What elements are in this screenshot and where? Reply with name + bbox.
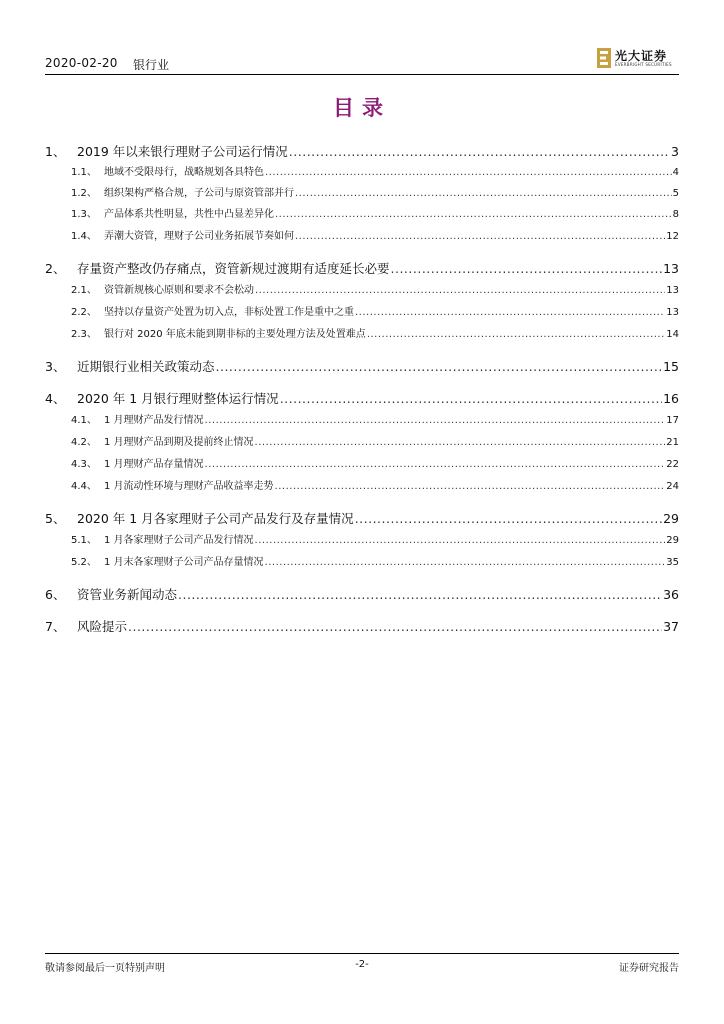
toc-entry-number: 3、: [45, 359, 66, 374]
logo-mark-icon: [597, 48, 611, 68]
toc-entry-label: 弄潮大资管，理财子公司业务拓展节奏如何: [104, 231, 294, 242]
industry-label: 银行业: [133, 58, 170, 72]
toc-leader-dots: [178, 587, 662, 602]
toc-entry-page: 17: [666, 415, 679, 426]
toc-leader-dots: [355, 307, 665, 318]
toc-entry-label: 风险提示: [77, 619, 128, 634]
footer-rule: [45, 953, 679, 954]
toc-entry-number: 5、: [45, 511, 66, 526]
toc-leader-dots: [265, 167, 672, 178]
toc-leader-dots: [205, 459, 666, 470]
toc-leader-dots: [289, 144, 670, 159]
toc-entry-number: 2.1、: [71, 285, 97, 296]
toc-entry-page: 29: [663, 511, 679, 526]
toc-entry[interactable]: [45, 411, 679, 429]
toc-entry[interactable]: [45, 477, 679, 495]
toc-entry-number: 1.4、: [71, 231, 97, 242]
page-number: -2-: [355, 959, 369, 970]
toc-entry-label: 1 月理财产品存量情况: [104, 459, 204, 470]
toc-entry[interactable]: [45, 455, 679, 473]
toc-entry-page: 8: [672, 209, 679, 220]
toc-entry-label: 银行对 2020 年底未能到期非标的主要处理方法及处置难点: [104, 329, 366, 340]
toc-entry-label: 坚持以存量资产处置为切入点，非标处置工作是重中之重: [104, 307, 354, 318]
toc-entry-page: 15: [663, 359, 679, 374]
page-header: [45, 50, 679, 76]
toc-leader-dots: [295, 188, 672, 199]
toc-entry[interactable]: [45, 205, 679, 223]
toc-entry[interactable]: [45, 303, 679, 321]
toc-entry-label: 地域不受限母行，战略规划各具特色: [104, 167, 264, 178]
page-title: 目录: [333, 95, 391, 120]
disclaimer-note: 敬请参阅最后一页特别声明: [45, 963, 165, 974]
toc-leader-dots: [216, 359, 663, 374]
company-logo: [597, 46, 679, 72]
toc-entry[interactable]: [45, 509, 679, 527]
toc-entry[interactable]: [45, 357, 679, 375]
toc-entry-number: 1.2、: [71, 188, 97, 199]
toc-entry-label: 1 月流动性环境与理财产品收益率走势: [104, 481, 274, 492]
toc-entry-number: 1.1、: [71, 167, 97, 178]
toc-leader-dots: [255, 285, 665, 296]
toc-leader-dots: [280, 391, 662, 406]
toc-entry-number: 4.4、: [71, 481, 97, 492]
toc-entry-number: 1、: [45, 144, 66, 159]
logo-english: EVERBRIGHT SECURITIES: [615, 62, 672, 67]
toc-entry-label: 1 月末各家理财子公司产品存量情况: [104, 557, 264, 568]
toc-leader-dots: [275, 209, 672, 220]
toc-entry-number: 5.2、: [71, 557, 97, 568]
toc-entry-page: 21: [666, 437, 679, 448]
toc-leader-dots: [255, 535, 666, 546]
toc-entry-page: 13: [666, 307, 679, 318]
toc-entry[interactable]: [45, 281, 679, 299]
toc-entry-number: 1.3、: [71, 209, 97, 220]
toc-entry[interactable]: [45, 531, 679, 549]
toc-entry-page: 14: [666, 329, 679, 340]
toc-entry-page: 24: [666, 481, 679, 492]
toc-leader-dots: [255, 437, 666, 448]
toc-entry-page: 12: [666, 231, 679, 242]
page-footer: [45, 953, 679, 974]
toc-entry-number: 5.1、: [71, 535, 97, 546]
toc-entry-page: 13: [666, 285, 679, 296]
toc-entry-page: 5: [672, 188, 679, 199]
toc-entry-label: 产品体系共性明显，共性中凸显差异化: [104, 209, 274, 220]
toc-leader-dots: [205, 415, 666, 426]
toc-entry-page: 29: [666, 535, 679, 546]
toc-entry-page: 16: [663, 391, 679, 406]
toc-entry-label: 组织架构严格合规，子公司与原资管部并行: [104, 188, 294, 199]
toc-entry-page: 35: [666, 557, 679, 568]
toc-entry-page: 4: [672, 167, 679, 178]
toc-entry-page: 37: [663, 619, 679, 634]
report-date: 2020-02-20: [45, 56, 118, 70]
toc-entry-page: 36: [663, 587, 679, 602]
toc-leader-dots: [367, 329, 665, 340]
toc-entry-number: 2.3、: [71, 329, 97, 340]
toc-entry[interactable]: [45, 184, 679, 202]
logo-name: 光大证券: [615, 49, 668, 63]
toc-entry[interactable]: [45, 617, 679, 635]
toc-entry-label: 1 月理财产品到期及提前终止情况: [104, 437, 254, 448]
toc-entry-number: 4.3、: [71, 459, 97, 470]
toc-entry-number: 2、: [45, 261, 66, 276]
toc-entry-label: 2020 年 1 月各家理财子公司产品发行及存量情况: [77, 511, 354, 526]
toc-entry[interactable]: [45, 259, 679, 277]
toc-entry[interactable]: [45, 433, 679, 451]
toc-entry-number: 4.1、: [71, 415, 97, 426]
toc-entry[interactable]: [45, 163, 679, 181]
toc-entry-number: 6、: [45, 587, 66, 602]
toc-leader-dots: [275, 481, 666, 492]
report-type: 证券研究报告: [619, 963, 679, 974]
toc-leader-dots: [128, 619, 662, 634]
toc-entry-label: 近期银行业相关政策动态: [77, 359, 215, 374]
toc-entry-label: 2020 年 1 月银行理财整体运行情况: [77, 391, 279, 406]
toc-entry-page: 22: [666, 459, 679, 470]
toc-entry[interactable]: [45, 325, 679, 343]
toc-entry-label: 2019 年以来银行理财子公司运行情况: [77, 144, 288, 159]
toc-entry-label: 存量资产整改仍存痛点，资管新规过渡期有适度延长必要: [77, 261, 390, 276]
toc-entry-label: 资管新规核心原则和要求不会松动: [104, 285, 254, 296]
toc-entry-label: 1 月理财产品发行情况: [104, 415, 204, 426]
toc-entry[interactable]: [45, 389, 679, 407]
toc-entry[interactable]: [45, 553, 679, 571]
toc-entry[interactable]: [45, 227, 679, 245]
toc-entry-label: 资管业务新闻动态: [77, 587, 178, 602]
toc-entry-page: 13: [663, 261, 679, 276]
toc-entry-number: 2.2、: [71, 307, 97, 318]
toc-entry-number: 4、: [45, 391, 66, 406]
header-rule: [45, 74, 679, 75]
toc-leader-dots: [355, 511, 662, 526]
toc-entry-label: 1 月各家理财子公司产品发行情况: [104, 535, 254, 546]
toc-leader-dots: [295, 231, 665, 242]
toc-leader-dots: [265, 557, 666, 568]
toc-entry[interactable]: [45, 142, 679, 160]
toc-entry-number: 4.2、: [71, 437, 97, 448]
toc-entry-number: 7、: [45, 619, 66, 634]
toc-leader-dots: [391, 261, 663, 276]
toc-entry[interactable]: [45, 585, 679, 603]
toc-entry-page: 3: [671, 144, 679, 159]
